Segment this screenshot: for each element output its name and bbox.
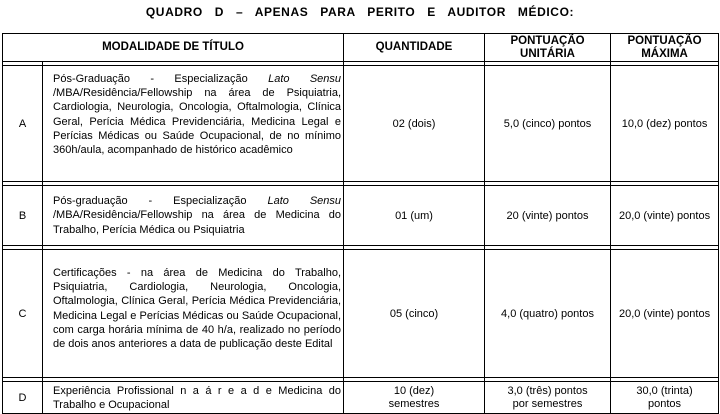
row-pontuacao-unitaria: 5,0 (cinco) pontos xyxy=(485,66,611,182)
header-pontuacao-unitaria: PONTUAÇÃO UNITÁRIA xyxy=(485,34,611,62)
row-pontuacao-maxima: 20,0 (vinte) pontos xyxy=(611,186,719,246)
header-pontuacao-maxima: PONTUAÇÃO MÁXIMA xyxy=(611,34,719,62)
row-quantidade: 10 (dez) semestres xyxy=(344,382,485,414)
table-row xyxy=(3,250,719,378)
row-description: Experiência Profissional n a á r e a d e Medicina do Trabalho e Ocupacional xyxy=(43,382,344,414)
row-letter: D xyxy=(3,382,43,414)
table-header-row xyxy=(3,34,719,62)
row-letter: A xyxy=(3,66,43,182)
row-pontuacao-maxima: 20,0 (vinte) pontos xyxy=(611,250,719,378)
row-letter: B xyxy=(3,186,43,246)
row-pontuacao-unitaria: 3,0 (três) pontos por semestres xyxy=(485,382,611,414)
row-description: Certificações - na área de Medicina do Trabalho, Psiquiatria, Cardiologia, Neurologia, Oncologia, Oftalmologia, Clínica Geral, Perícia Médica Previdenciária, Medicina Legal e Perícias Médicas ou Saúde Ocupacional, com carga horária mínima de 40 h/a, realizado no período de dois anos anteriores a data de publicação deste Edital xyxy=(43,250,344,378)
row-description: Pós-Graduação - Especialização Lato Sensu /MBA/Residência/Fellowship na área de Psiquiatria, Cardiologia, Neurologia, Oncologia, Oftalmologia, Clínica Geral, Perícia Médica Previdenciária, Medicina Legal e Perícias Médicas ou Saúde Ocupacional, de no mínimo 360h/aula, acompanhado de histórico acadêmico xyxy=(43,66,344,182)
row-pontuacao-maxima: 10,0 (dez) pontos xyxy=(611,66,719,182)
table-row xyxy=(3,382,719,414)
row-quantidade: 05 (cinco) xyxy=(344,250,485,378)
row-pontuacao-unitaria: 4,0 (quatro) pontos xyxy=(485,250,611,378)
row-letter: C xyxy=(3,250,43,378)
table-row xyxy=(3,186,719,246)
header-modalidade: MODALIDADE DE TÍTULO xyxy=(3,34,344,62)
row-quantidade: 02 (dois) xyxy=(344,66,485,182)
row-pontuacao-unitaria: 20 (vinte) pontos xyxy=(485,186,611,246)
scoring-table xyxy=(2,33,719,414)
row-description: Pós-graduação - Especialização Lato Sensu /MBA/Residência/Fellowship na área de Medicina do Trabalho, Perícia Médica ou Psiquiatria xyxy=(43,186,344,246)
table-row xyxy=(3,66,719,182)
row-pontuacao-maxima: 30,0 (trinta) pontos xyxy=(611,382,719,414)
page-title: QUADRO D – APENAS PARA PERITO E AUDITOR MÉDICO: xyxy=(145,5,575,19)
header-quantidade: QUANTIDADE xyxy=(344,34,485,62)
row-quantidade: 01 (um) xyxy=(344,186,485,246)
